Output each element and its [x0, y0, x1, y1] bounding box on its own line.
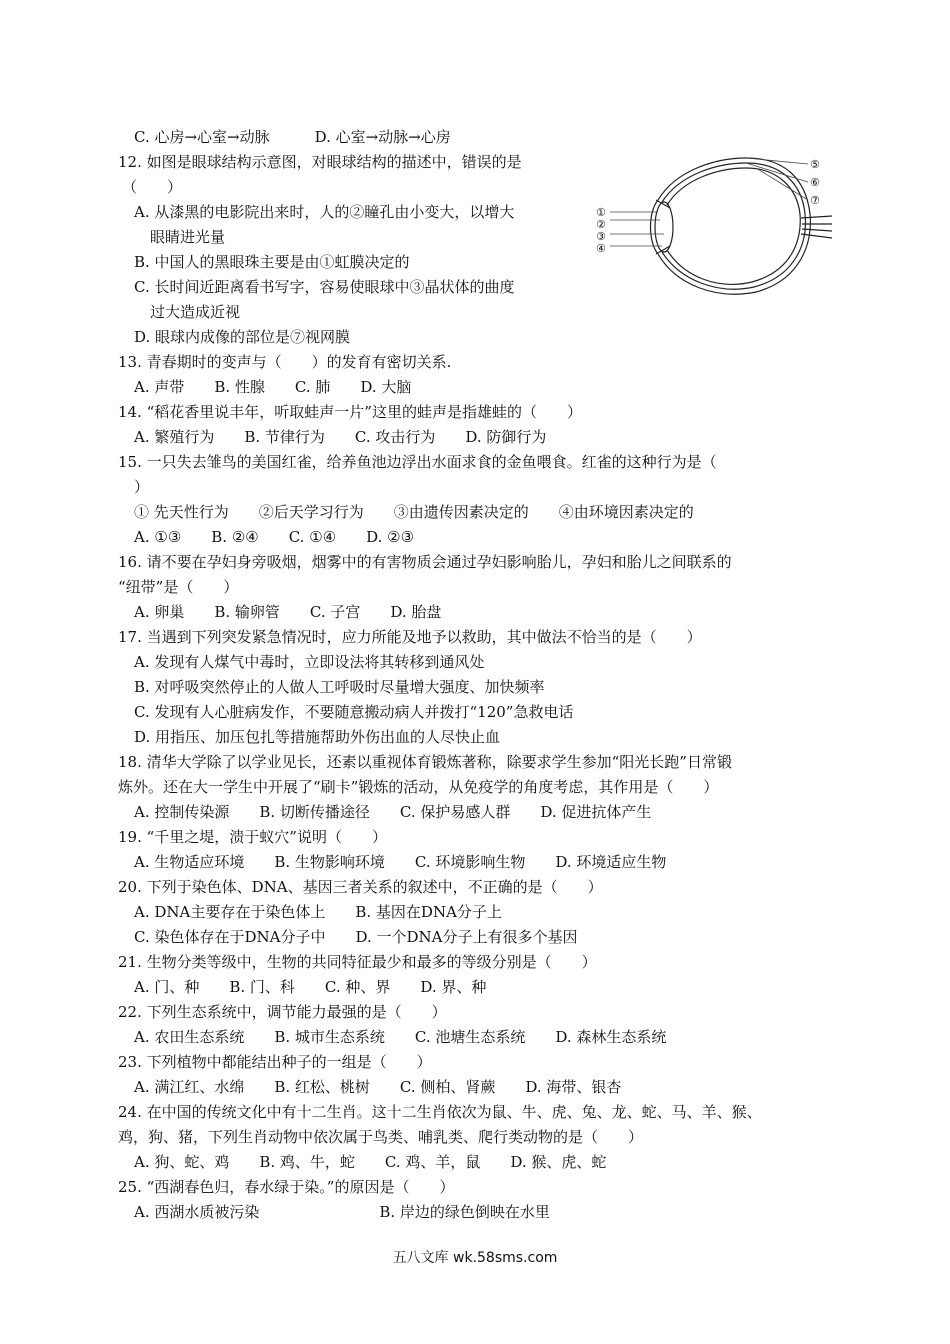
- q18-stem-cont: 炼外。还在大一学生中开展了“刷卡”锻炼的活动，从免疫学的角度考虑，其作用是（ ）: [118, 778, 719, 796]
- q17-option-d: D. 用指压、加压包扎等措施帮助外伤出血的人尽快止血: [134, 728, 501, 746]
- figure-label-5: ⑤: [810, 158, 820, 171]
- figure-label-2: ②: [596, 218, 606, 231]
- figure-label-6: ⑥: [810, 176, 820, 189]
- q12-stem: 12. 如图是眼球结构示意图，对眼球结构的描述中，错误的是: [118, 153, 522, 171]
- figure-label-7: ⑦: [810, 194, 820, 207]
- q20-options-cd: C. 染色体存在于DNA分子中 D. 一个DNA分子上有很多个基因: [134, 928, 578, 946]
- q12-option-c-cont: 过大造成近视: [150, 303, 241, 321]
- q25-options-ab: A. 西湖水质被污染 B. 岸边的绿色倒映在水里: [134, 1203, 550, 1221]
- q24-options: A. 狗、蛇、鸡 B. 鸡、牛，蛇 C. 鸡、羊，鼠 D. 猴、虎、蛇: [134, 1153, 607, 1171]
- q13-options: A. 声带 B. 性腺 C. 肺 D. 大脑: [134, 378, 412, 396]
- q17-stem: 17. 当遇到下列突发紧急情况时，应力所能及地予以救助，其中做法不恰当的是（ ）: [118, 628, 702, 646]
- q16-stem-cont: “纽带”是（ ）: [118, 578, 239, 596]
- q12-option-b: B. 中国人的黑眼珠主要是由①虹膜决定的: [134, 253, 410, 271]
- q24-stem: 24. 在中国的传统文化中有十二生肖。这十二生肖依次为鼠、牛、虎、兔、龙、蛇、马、羊、猴、: [118, 1103, 762, 1121]
- q17-option-c: C. 发现有人心脏病发作，不要随意搬动病人并拨打“120”急救电话: [134, 703, 574, 721]
- figure-label-4: ④: [596, 242, 606, 255]
- q15-stem: 15. 一只失去雏鸟的美国红雀，给养鱼池边浮出水面求食的金鱼喂食。红雀的这种行为是（: [118, 453, 717, 471]
- q19-options: A. 生物适应环境 B. 生物影响环境 C. 环境影响生物 D. 环境适应生物: [134, 853, 667, 871]
- q25-stem: 25. “西湖春色归，春水绿于染。”的原因是（ ）: [118, 1178, 455, 1196]
- figure-label-3: ③: [596, 230, 606, 243]
- q20-stem: 20. 下列于染色体、DNA、基因三者关系的叙述中，不正确的是（ ）: [118, 878, 603, 896]
- q12-option-c: C. 长时间近距离看书写字，容易使眼球中③晶状体的曲度: [134, 278, 515, 296]
- q21-options: A. 门、种 B. 门、科 C. 种、界 D. 界、种: [134, 978, 487, 996]
- q17-option-b: B. 对呼吸突然停止的人做人工呼吸时尽量增大强度、加快频率: [134, 678, 545, 696]
- q15-options: A. ①③ B. ②④ C. ①④ D. ②③: [134, 528, 415, 546]
- q12-stem-bracket: （ ）: [122, 178, 183, 196]
- q14-options: A. 繁殖行为 B. 节律行为 C. 攻击行为 D. 防御行为: [134, 428, 547, 446]
- q12-option-d: D. 眼球内成像的部位是⑦视网膜: [134, 328, 351, 346]
- q22-stem: 22. 下列生态系统中，调节能力最强的是（ ）: [118, 1003, 447, 1021]
- q24-stem-cont: 鸡，狗、猪，下列生肖动物中依次属于鸟类、哺乳类、爬行类动物的是（ ）: [118, 1128, 644, 1146]
- q18-stem: 18. 清华大学除了以学业见长，还素以重视体育锻炼著称，除要求学生参加“阳光长跑”日常锻: [118, 753, 732, 771]
- q20-options-ab: A. DNA主要存在于染色体上 B. 基因在DNA分子上: [134, 903, 502, 921]
- eyeball-structure-figure: [596, 150, 832, 300]
- q14-stem: 14. “稻花香里说丰年，听取蛙声一片”这里的蛙声是指雄蛙的（ ）: [118, 403, 582, 421]
- q21-stem: 21. 生物分类等级中，生物的共同特征最少和最多的等级分别是（ ）: [118, 953, 597, 971]
- q13-stem: 13. 青春期时的变声与（ ）的发育有密切关系.: [118, 353, 452, 371]
- q23-stem: 23. 下列植物中都能结出种子的一组是（ ）: [118, 1053, 432, 1071]
- q12-option-a: A. 从漆黑的电影院出来时，人的②瞳孔由小变大，以增大: [134, 203, 515, 221]
- q17-option-a: A. 发现有人煤气中毒时，立即设法将其转移到通风处: [134, 653, 485, 671]
- q15-choices: ① 先天性行为 ②后天学习行为 ③由遗传因素决定的 ④由环境因素决定的: [134, 503, 694, 521]
- figure-label-1: ①: [596, 206, 606, 219]
- q22-options: A. 农田生态系统 B. 城市生态系统 C. 池塘生态系统 D. 森林生态系统: [134, 1028, 667, 1046]
- q15-stem-cont: ）: [134, 478, 150, 496]
- q16-options: A. 卵巢 B. 输卵管 C. 子宫 D. 胎盘: [134, 603, 442, 621]
- q12-option-a-cont: 眼睛进光量: [150, 228, 226, 246]
- q23-options: A. 满江红、水绵 B. 红松、桃树 C. 侧柏、肾蕨 D. 海带、银杏: [134, 1078, 622, 1096]
- q19-stem: 19. “千里之堤，溃于蚁穴”说明（ ）: [118, 828, 387, 846]
- q11-options-cd: C. 心房→心室→动脉 D. 心室→动脉→心房: [134, 128, 451, 146]
- q18-options: A. 控制传染源 B. 切断传播途径 C. 保护易感人群 D. 促进抗体产生: [134, 803, 652, 821]
- q16-stem: 16. 请不要在孕妇身旁吸烟，烟雾中的有害物质会通过孕妇影响胎儿，孕妇和胎儿之间联系的: [118, 553, 732, 571]
- page-footer-watermark: 五八文库 wk.58sms.com: [392, 1250, 558, 1266]
